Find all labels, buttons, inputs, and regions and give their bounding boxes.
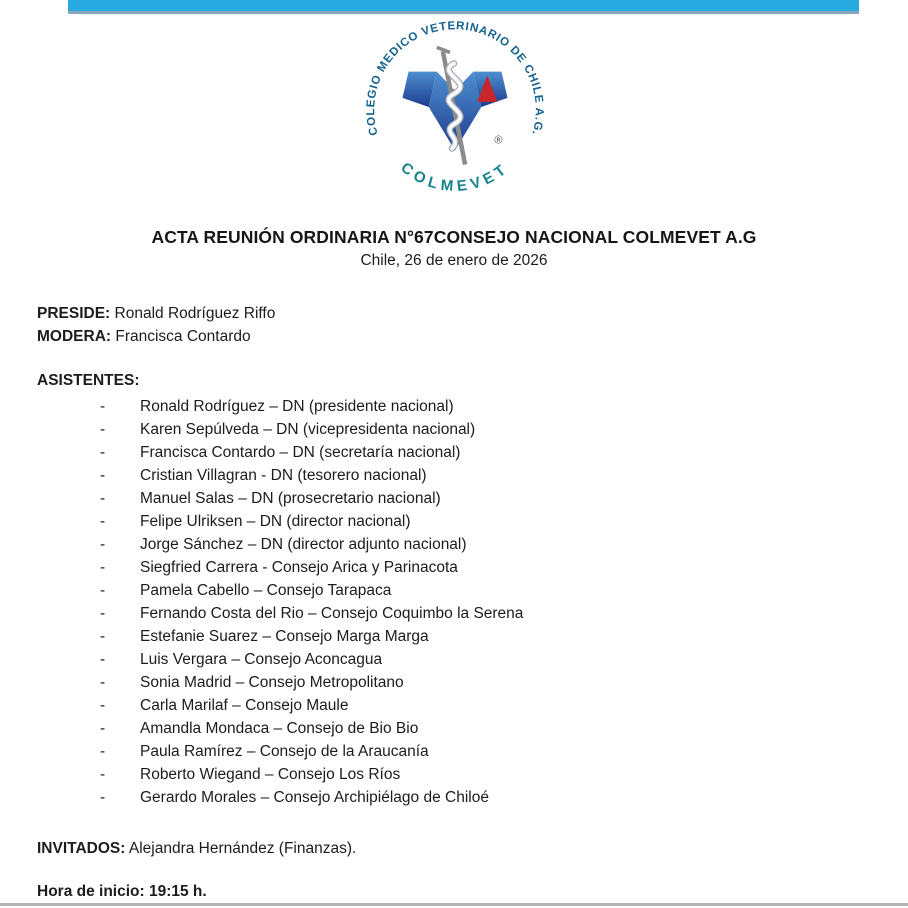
list-item <box>37 556 875 579</box>
list-item <box>37 441 875 464</box>
attendee-text: Siegfried Carrera - Consejo Arica y Parinacota <box>140 559 458 576</box>
list-item <box>37 579 875 602</box>
list-item <box>37 648 875 671</box>
list-bullet: - <box>100 605 106 622</box>
attendee-text: Cristian Villagran - DN (tesorero nacional) <box>140 467 427 484</box>
colmevet-logo <box>356 10 554 210</box>
bottom-divider <box>0 903 908 906</box>
attendee-text: Francisca Contardo – DN (secretaría nacional) <box>140 444 461 461</box>
list-bullet: - <box>100 421 106 438</box>
list-bullet: - <box>100 582 106 599</box>
list-item <box>37 602 875 625</box>
list-bullet: - <box>100 490 106 507</box>
guests-line <box>37 837 875 860</box>
list-item <box>37 464 875 487</box>
list-item <box>37 625 875 648</box>
list-item <box>37 487 875 510</box>
attendee-text: Pamela Cabello – Consejo Tarapaca <box>140 582 392 599</box>
logo-bottom-text: COLMEVET <box>397 159 513 196</box>
list-bullet: - <box>100 697 106 714</box>
preside-line <box>37 302 875 325</box>
page-title: ACTA REUNIÓN ORDINARIA N°67CONSEJO NACIONAL COLMEVET A.G <box>151 227 757 247</box>
attendees-heading: ASISTENTES: <box>37 372 140 389</box>
guests-label: INVITADOS: <box>37 840 126 857</box>
attendee-text: Sonia Madrid – Consejo Metropolitano <box>140 674 404 691</box>
colmevet-logo-svg <box>356 10 554 210</box>
list-bullet: - <box>100 467 106 484</box>
list-item <box>37 671 875 694</box>
document-body <box>37 302 875 903</box>
list-bullet: - <box>100 536 106 553</box>
list-bullet: - <box>100 766 106 783</box>
list-bullet: - <box>100 628 106 645</box>
list-bullet: - <box>100 513 106 530</box>
list-bullet: - <box>100 444 106 461</box>
attendee-text: Paula Ramírez – Consejo de la Araucanía <box>140 743 429 760</box>
list-item <box>37 786 875 809</box>
preside-label: PRESIDE: <box>37 305 111 322</box>
attendee-text: Carla Marilaf – Consejo Maule <box>140 697 349 714</box>
list-bullet: - <box>100 743 106 760</box>
list-item <box>37 694 875 717</box>
preside-value: Ronald Rodríguez Riffo <box>110 305 276 322</box>
guests-value: Alejandra Hernández (Finanzas). <box>125 840 357 857</box>
list-bullet: - <box>100 720 106 737</box>
attendee-text: Felipe Ulriksen – DN (director nacional) <box>140 513 411 530</box>
modera-label: MODERA: <box>37 328 112 345</box>
modera-value: Francisca Contardo <box>111 328 251 345</box>
start-time-line: Hora de inicio: 19:15 h. <box>37 883 207 900</box>
attendee-text: Amandla Mondaca – Consejo de Bio Bio <box>140 720 419 737</box>
list-item <box>37 395 875 418</box>
attendee-text: Fernando Costa del Rio – Consejo Coquimbo la Serena <box>140 605 524 622</box>
list-item <box>37 740 875 763</box>
list-bullet: - <box>100 789 106 806</box>
list-bullet: - <box>100 674 106 691</box>
modera-line <box>37 325 875 348</box>
attendee-text: Estefanie Suarez – Consejo Marga Marga <box>140 628 429 645</box>
list-item <box>37 533 875 556</box>
list-bullet: - <box>100 398 106 415</box>
attendee-text: Ronald Rodríguez – DN (presidente nacional) <box>140 398 454 415</box>
list-item <box>37 418 875 441</box>
list-bullet: - <box>100 559 106 576</box>
list-bullet: - <box>100 651 106 668</box>
list-item <box>37 763 875 786</box>
logo-arc-text: COLEGIO MEDICO VETERINARIO DE CHILE A.G. <box>364 19 546 138</box>
date-line: Chile, 26 de enero de 2026 <box>360 252 548 269</box>
attendee-text: Manuel Salas – DN (prosecretario nacional) <box>140 490 441 507</box>
title-block <box>0 227 908 270</box>
attendees-list <box>37 395 875 809</box>
attendee-text: Jorge Sánchez – DN (director adjunto nacional) <box>140 536 467 553</box>
attendee-text: Gerardo Morales – Consejo Archipiélago de Chiloé <box>140 789 489 806</box>
registered-mark: ® <box>494 134 503 147</box>
attendee-text: Roberto Wiegand – Consejo Los Ríos <box>140 766 401 783</box>
attendee-text: Karen Sepúlveda – DN (vicepresidenta nacional) <box>140 421 476 438</box>
list-item <box>37 717 875 740</box>
list-item <box>37 510 875 533</box>
attendee-text: Luis Vergara – Consejo Aconcagua <box>140 651 383 668</box>
